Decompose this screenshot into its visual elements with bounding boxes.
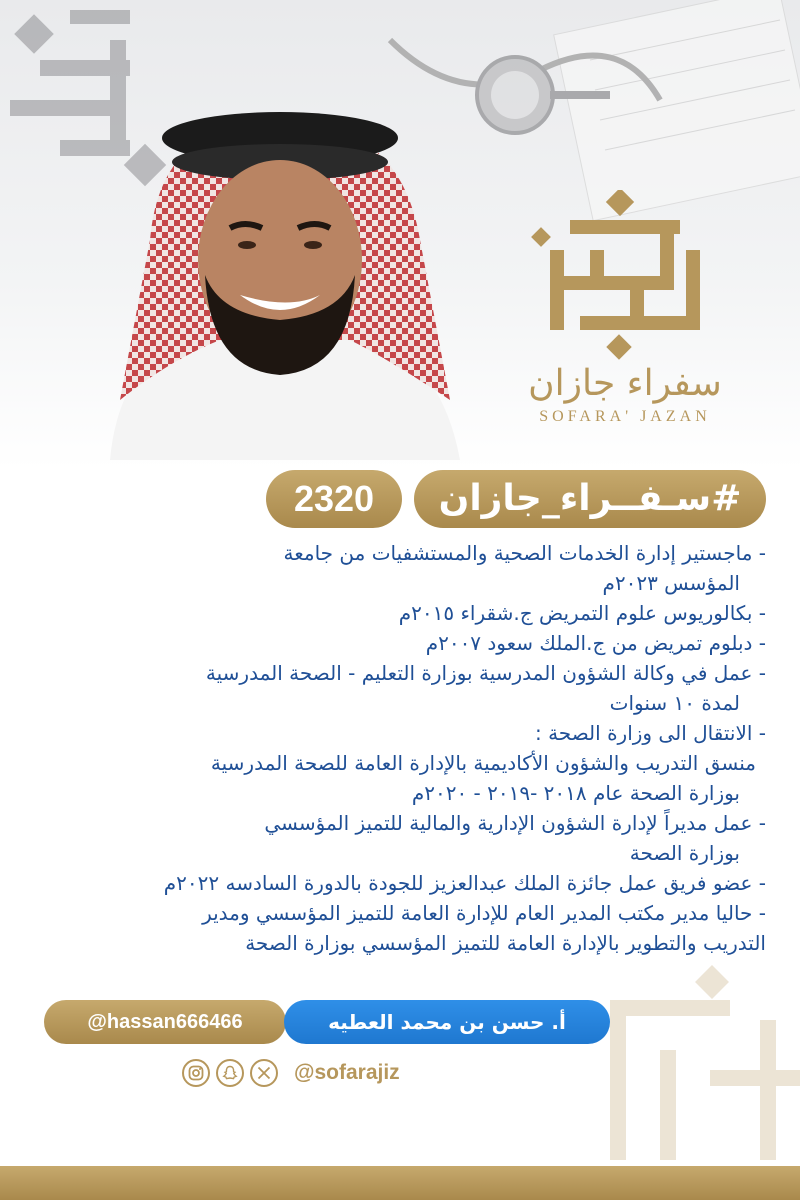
personal-handle[interactable]: @hassan666466 xyxy=(44,1000,286,1044)
list-item: بوزارة الصحة عام ٢٠١٨ -٢٠١٩ - ٢٠٢٠م xyxy=(411,781,740,805)
list-item: - بكالوريوس علوم التمريض ج.شقراء ٢٠١٥م xyxy=(398,601,766,625)
brand-name-arabic: سفراء جازان xyxy=(528,363,722,404)
list-item: - عمل مديراً لإدارة الشؤون الإدارية والمالية للتميز المؤسسي xyxy=(264,811,766,835)
sofara-logo-icon xyxy=(530,190,720,360)
watermark-logo-bottom-right xyxy=(600,960,800,1160)
bio-list xyxy=(38,538,766,958)
ambassador-number: 2320 xyxy=(266,470,402,528)
list-item: التدريب والتطوير بالإدارة العامة للتميز المؤسسي بوزارة الصحة xyxy=(245,931,766,955)
hashtag-title: #سـفــراء_جازان xyxy=(414,470,766,528)
list-item: - عضو فريق عمل جائزة الملك عبدالعزيز للجودة بالدورة السادسه ٢٠٢٢م xyxy=(163,871,766,895)
list-item: - ماجستير إدارة الخدمات الصحية والمستشفيات من جامعة xyxy=(283,541,766,565)
list-item: لمدة ١٠ سنوات xyxy=(609,691,740,715)
list-item: - دبلوم تمريض من ج.الملك سعود ٢٠٠٧م xyxy=(425,631,766,655)
social-links xyxy=(182,1056,400,1090)
social-handle[interactable]: @sofarajiz xyxy=(294,1061,400,1084)
list-item: - عمل في وكالة الشؤون المدرسية بوزارة التعليم - الصحة المدرسية xyxy=(205,661,766,685)
person-name: أ. حسن بن محمد العطيه xyxy=(284,1000,610,1044)
list-item: المؤسس ٢٠٢٣م xyxy=(602,571,740,595)
footer-bar xyxy=(0,1166,800,1200)
instagram-icon[interactable] xyxy=(182,1059,210,1087)
brand-logo xyxy=(510,190,740,450)
list-item: - حاليا مدير مكتب المدير العام للإدارة العامة للتميز المؤسسي ومدير xyxy=(202,901,766,925)
list-item: - الانتقال الى وزارة الصحة : xyxy=(534,721,766,745)
snapchat-icon[interactable] xyxy=(216,1059,244,1087)
list-item: منسق التدريب والشؤون الأكاديمية بالإدارة العامة للصحة المدرسية xyxy=(210,751,756,775)
brand-name-english: SOFARA' JAZAN xyxy=(539,407,711,425)
x-icon[interactable] xyxy=(250,1059,278,1087)
person-photo xyxy=(90,100,470,460)
list-item: بوزارة الصحة xyxy=(629,841,740,865)
